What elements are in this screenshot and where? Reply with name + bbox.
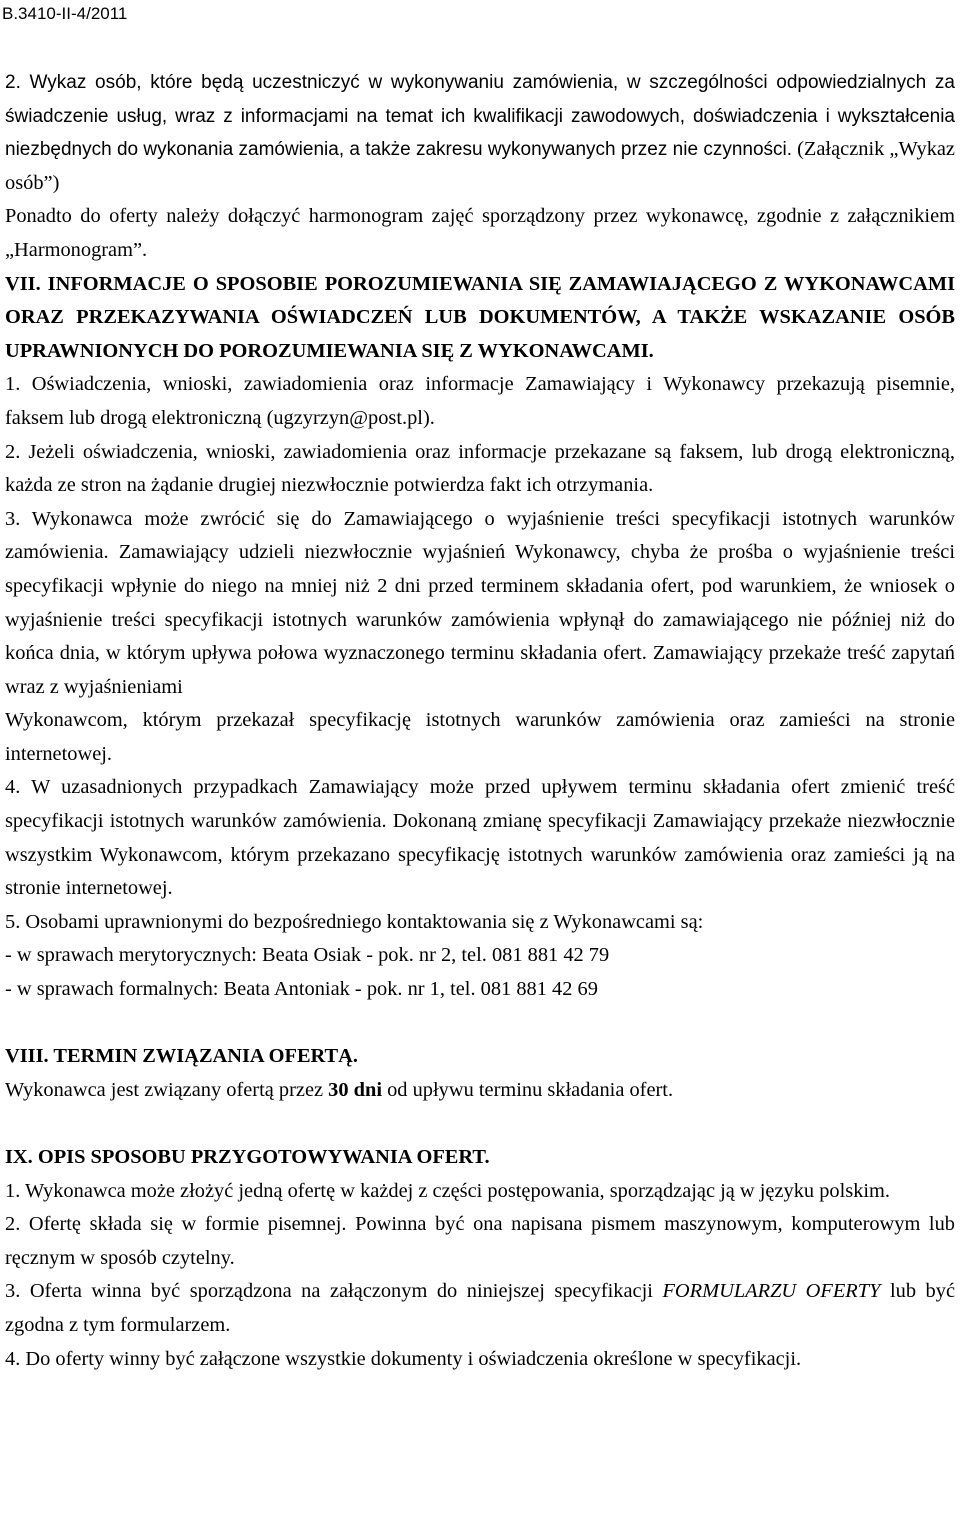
- spacer: [5, 1007, 955, 1041]
- section-7-item-3-continued: Wykonawcom, którym przekazał specyfikację istotnych warunków zamówienia oraz zamieści na stronie internetowej.: [5, 709, 955, 765]
- section-7-item-4: 4. W uzasadnionych przypadkach Zamawiający może przed upływem terminu składania ofert zmienić treść specyfikacji istotnych warunków zamówienia. Dokonaną zmianę specyfikacji Zamawiający przekaże niezwłocznie wszystkim Wykonawcom, którym przekazano specyfikację istotnych warunków zamówienia oraz zamieści ją na stronie internetowej.: [5, 776, 955, 900]
- contact-substantive: - w sprawach merytorycznych: Beata Osiak - pok. nr 2, tel. 081 881 42 79: [5, 944, 610, 967]
- item-2-text: 2. Wykaz osób, które będą uczestniczyć w wykonywaniu zamówienia, w szczególności odpowiedzialnych za świadczenie usług, wraz z informacjami na temat ich kwalifikacji zawodowych, doświadczenia i wykształcenia niezbędnych do wykonania zamówienia, a także zakresu wykonywanych przez nie czynności.: [5, 72, 955, 161]
- section-9-item-4: 4. Do oferty winny być załączone wszystkie dokumenty i oświadczenia określone w specyfikacji.: [5, 1347, 802, 1370]
- paragraph-item-2: [5, 66, 955, 200]
- item-2-attachment-note: (Załącznik „Wykaz osób”): [5, 138, 955, 194]
- section-7-item-2: 2. Jeżeli oświadczenia, wnioski, zawiadomienia oraz informacje przekazane są faksem, lub drogą elektroniczną, każda ze stron na żądanie drugiej niezwłocznie potwierdza fakt ich otrzymania.: [5, 440, 955, 497]
- section-8-text-end: od upływu terminu składania ofert.: [382, 1078, 674, 1101]
- contact-formal: - w sprawach formalnych: Beata Antoniak - pok. nr 1, tel. 081 881 42 69: [5, 978, 598, 1001]
- section-7-item-3: 3. Wykonawca może zwrócić się do Zamawiającego o wyjaśnienie treści specyfikacji istotnych warunków zamówienia. Zamawiający udzieli niezwłocznie wyjaśnień Wykonawcy, chyba że prośba o wyjaśnienie treści specyfikacji wpłynie do niego na mniej niż 2 dni przed terminem składania ofert, pod warunkiem, że wniosek o wyjaśnienie treści specyfikacji istotnych warunków zamówienia wpłynął do zamawiającego nie później niż do końca dnia, w którym upływa połowa wyznaczonego terminu składania ofert. Zamawiający przekaże treść zapytań wraz z wyjaśnieniami: [5, 507, 955, 698]
- section-9-item-3: [5, 1275, 955, 1342]
- section-8-text: [5, 1074, 955, 1108]
- section-9-item-3-end: lub być zgodna z tym formularzem.: [5, 1280, 955, 1336]
- section-8-text-start: Wykonawca jest związany ofertą przez: [5, 1078, 329, 1101]
- form-name: FORMULARZU OFERTY: [662, 1280, 881, 1303]
- document-body: [5, 66, 955, 1376]
- binding-period: 30 dni: [328, 1078, 382, 1101]
- document-reference: B.3410-II-4/2011: [2, 4, 128, 23]
- section-9-heading: IX. OPIS SPOSOBU PRZYGOTOWYWANIA OFERT.: [5, 1146, 490, 1168]
- section-7-heading: VII. INFORMACJE O SPOSOBIE POROZUMIEWANIA SIĘ ZAMAWIAJĄCEGO Z WYKONAWCAMI ORAZ PRZEKAZYWANIA OŚWIADCZEŃ LUB DOKUMENTÓW, A TAKŻE WSKAZANIE OSÓB UPRAWNIONYCH DO POROZUMIEWANIA SIĘ Z WYKONAWCAMI.: [5, 272, 955, 362]
- paragraph-harmonogram: Ponadto do oferty należy dołączyć harmonogram zajęć sporządzony przez wykonawcę, zgodnie z załącznikiem „Harmonogram”.: [5, 205, 955, 261]
- section-9-item-2: 2. Ofertę składa się w formie pisemnej. Powinna być ona napisana pismem maszynowym, komputerowym lub ręcznym w sposób czytelny.: [5, 1213, 955, 1269]
- section-9-item-1: 1. Wykonawca może złożyć jedną ofertę w każdej z części postępowania, sporządzając ją w języku polskim.: [5, 1179, 891, 1202]
- section-7-item-1: 1. Oświadczenia, wnioski, zawiadomienia oraz informacje Zamawiający i Wykonawcy przekazują pisemnie, faksem lub drogą elektroniczną (ugzyrzyn@post.pl).: [5, 373, 955, 429]
- section-8-heading: VIII. TERMIN ZWIĄZANIA OFERTĄ.: [5, 1045, 358, 1068]
- section-7-item-5: 5. Osobami uprawnionymi do bezpośredniego kontaktowania się z Wykonawcami są:: [5, 910, 704, 933]
- section-9-item-3-start: 3. Oferta winna być sporządzona na załączonym do niniejszej specyfikacji: [5, 1280, 663, 1303]
- spacer: [5, 1107, 955, 1141]
